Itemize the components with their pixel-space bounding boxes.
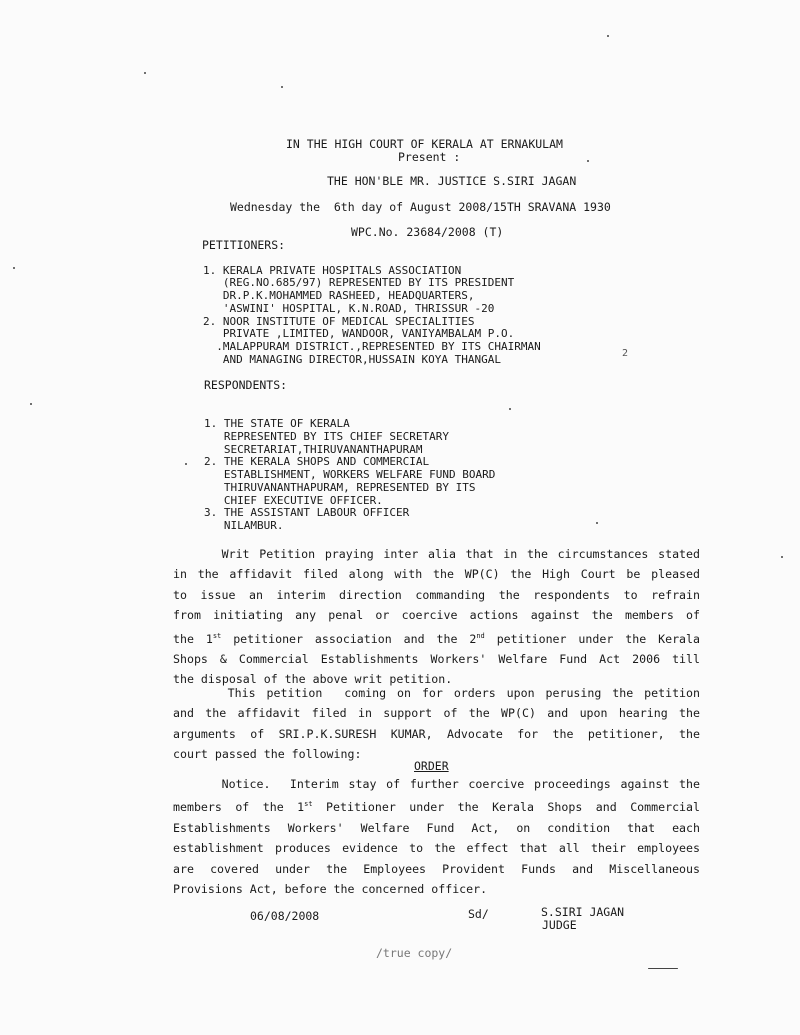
para-line: Writ Petition praying inter alia that in the circumstances stated xyxy=(173,547,700,561)
respondents-heading: RESPONDENTS: xyxy=(204,378,288,392)
para-line: to issue an interim direction commanding the respondents to refrain xyxy=(173,587,700,602)
para-line xyxy=(173,794,700,817)
para-line: the disposal of the above writ petition. xyxy=(173,672,453,687)
scan-speck xyxy=(185,463,187,465)
petitioner-line: 'ASWINI' HOSPITAL, K.N.ROAD, THRISSUR -20 xyxy=(203,302,495,315)
petitioner-line: PRIVATE ,LIMITED, WANDOOR, VANIYAMBALAM P.O. xyxy=(203,327,515,340)
scan-speck xyxy=(144,72,146,74)
petitioner-line: 2. NOOR INSTITUTE OF MEDICAL SPECIALITIES xyxy=(203,315,475,328)
order-heading: ORDER xyxy=(414,759,449,773)
scan-speck xyxy=(281,86,283,88)
para-line: and the affidavit filed in support of the WP(C) and upon hearing the xyxy=(173,706,700,721)
court-name: IN THE HIGH COURT OF KERALA AT ERNAKULAM xyxy=(286,137,563,151)
order-date: 06/08/2008 xyxy=(250,909,320,923)
petitioner-line: .MALAPPURAM DISTRICT.,REPRESENTED BY ITS CHAIRMAN xyxy=(203,340,541,353)
respondent-line: 3. THE ASSISTANT LABOUR OFFICER xyxy=(204,506,410,519)
scan-speck xyxy=(30,403,32,405)
present-label: Present : xyxy=(398,150,461,164)
judge-title: JUDGE xyxy=(542,918,577,932)
petitioners-heading: PETITIONERS: xyxy=(202,238,286,252)
para-line: Provisions Act, before the concerned officer. xyxy=(173,882,488,897)
date-line: Wednesday the 6th day of August 2008/15TH SRAVANA 1930 xyxy=(230,200,611,214)
para-line: Establishments Workers' Welfare Fund Act, on condition that each xyxy=(173,820,700,835)
respondent-line: ESTABLISHMENT, WORKERS WELFARE FUND BOARD xyxy=(204,468,496,481)
petitioner-line: DR.P.K.MOHAMMED RASHEED, HEADQUARTERS, xyxy=(203,289,475,302)
respondent-line: 1. THE STATE OF KERALA xyxy=(204,417,350,430)
true-copy-label: /true copy/ xyxy=(376,946,453,960)
judge-line: THE HON'BLE MR. JUSTICE S.SIRI JAGAN xyxy=(327,174,577,188)
superscript: st xyxy=(212,631,222,640)
scan-speck xyxy=(13,267,15,269)
writ-petition-paragraph xyxy=(173,544,700,690)
respondent-line: NILAMBUR. xyxy=(204,519,284,532)
scan-speck xyxy=(607,35,609,37)
petitioner-line: AND MANAGING DIRECTOR,HUSSAIN KOYA THANGAL xyxy=(203,353,502,366)
text: members of the 1 xyxy=(173,800,305,815)
scan-speck xyxy=(509,408,511,410)
para-line: from initiating any penal or coercive actions against the members of xyxy=(173,608,700,623)
judge-signature-name: S.SIRI JAGAN xyxy=(541,905,625,919)
para-line: arguments of SRI.P.K.SURESH KUMAR, Advocate for the petitioner, the xyxy=(173,726,700,741)
para-line xyxy=(173,626,700,649)
scan-speck xyxy=(781,556,783,558)
para-line: court passed the following: xyxy=(173,747,362,762)
respondent-line: SECRETARIAT,THIRUVANANTHAPURAM xyxy=(204,443,423,456)
respondent-line: REPRESENTED BY ITS CHIEF SECRETARY xyxy=(204,430,450,443)
margin-mark: 2 xyxy=(622,348,629,359)
text: the 1 xyxy=(173,631,213,646)
para-line: in the affidavit filed along with the WP(C) the High Court be pleased xyxy=(173,567,700,582)
petition-paragraph xyxy=(173,683,700,765)
scan-speck xyxy=(648,968,678,969)
petitioner-line: (REG.NO.685/97) REPRESENTED BY ITS PRESIDENT xyxy=(203,276,515,289)
para-line: Notice. Interim stay of further coercive proceedings against the xyxy=(173,777,700,791)
para-line: establishment produces evidence to the effect that all their employees xyxy=(173,841,700,856)
para-line: Shops & Commercial Establishments Workers' Welfare Fund Act 2006 till xyxy=(173,652,700,667)
respondent-line: THIRUVANANTHAPURAM, REPRESENTED BY ITS xyxy=(204,481,476,494)
para-line: This petition coming on for orders upon perusing the petition xyxy=(173,686,700,700)
superscript: nd xyxy=(476,631,485,640)
order-paragraph xyxy=(173,774,700,899)
respondent-line: CHIEF EXECUTIVE OFFICER. xyxy=(204,494,383,507)
para-line: are covered under the Employees Provident Funds and Miscellaneous xyxy=(173,861,700,876)
text: petitioner association and the 2 xyxy=(221,631,477,646)
case-number: WPC.No. 23684/2008 (T) xyxy=(351,225,504,239)
respondent-line: 2. THE KERALA SHOPS AND COMMERCIAL xyxy=(204,455,430,468)
text: petitioner under the Kerala xyxy=(484,631,700,646)
superscript: st xyxy=(304,800,313,809)
text: Petitioner under the Kerala Shops and Commercial xyxy=(312,800,700,815)
petitioner-line: 1. KERALA PRIVATE HOSPITALS ASSOCIATION xyxy=(203,264,462,277)
signed-mark: Sd/ xyxy=(468,907,489,921)
scan-speck xyxy=(587,160,589,162)
scan-speck xyxy=(596,522,598,524)
